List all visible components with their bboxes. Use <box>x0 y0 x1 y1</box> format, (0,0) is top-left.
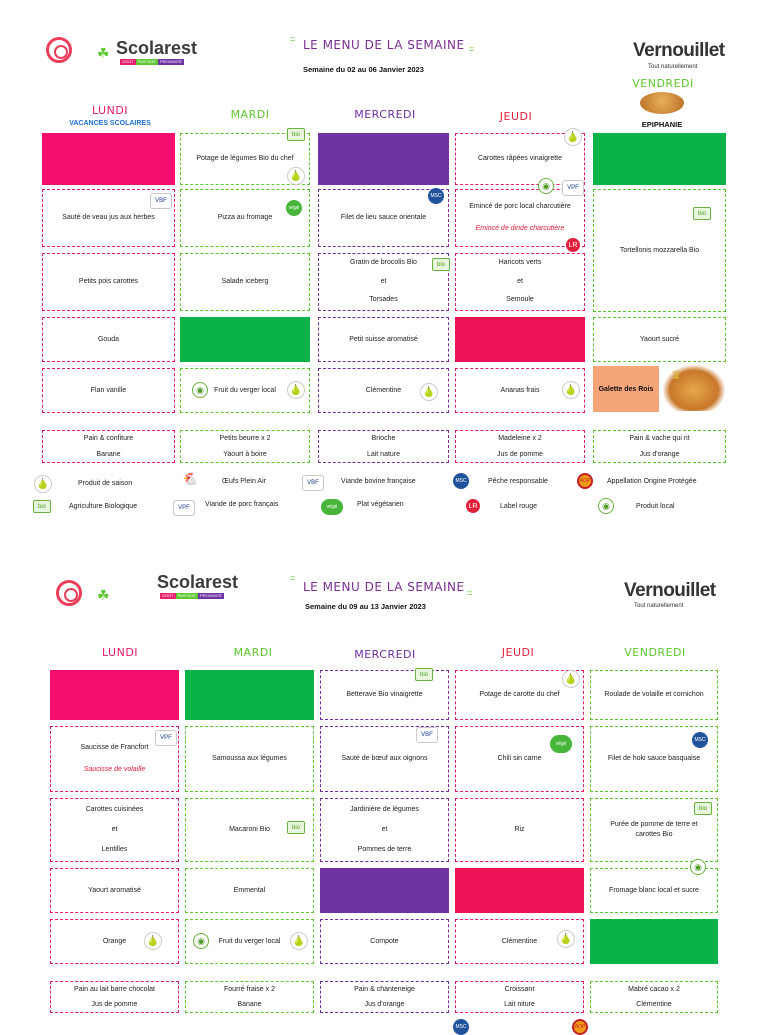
legend-label-rouge: Label rouge <box>500 503 537 510</box>
scolarest-leaf-icon: ☘ <box>97 587 110 603</box>
bio-icon: bio <box>415 668 433 681</box>
w1-mercredi-snack-2: Lait nature <box>366 450 401 458</box>
w1-mercredi-side <box>318 253 449 311</box>
w1-vendredi-snack-1: Pain & vache qui rit <box>629 435 690 443</box>
w1-mardi-snack-2: Yaourt à boire <box>223 450 267 458</box>
w2-lundi-side-2: Lentilles <box>101 846 128 854</box>
day-lundi: LUNDI <box>91 104 129 117</box>
w2-mardi-dessert-text: Fruit du verger local <box>218 937 281 945</box>
w1-lundi-snack-1: Pain & confiture <box>83 435 134 443</box>
scolarest-logo: Scolarest <box>116 38 198 58</box>
w2-lundi-starter-block <box>50 670 179 720</box>
w2-lundi-side-1: Carottes cuisinées <box>85 805 144 813</box>
w1-jeudi-side <box>455 253 585 311</box>
label-rouge-icon: LR <box>466 499 480 513</box>
w2-jeudi-snack-1: Croissant <box>504 985 535 993</box>
w2-lundi-snack-2: Jus de pomme <box>91 1001 138 1008</box>
w2-mercredi-dairy-block <box>320 868 449 913</box>
viande-francaise-icon: VBF <box>416 727 438 743</box>
crown-icon: ♛ <box>671 368 682 382</box>
viande-porc-icon: VPF <box>155 730 177 746</box>
w1-jeudi-main-alt-text: Emincé de dinde charcutière <box>475 225 565 232</box>
w1-vendredi-dessert <box>593 365 733 415</box>
w1-mardi-main <box>180 189 310 247</box>
w1-vendredi-dairy <box>593 317 726 362</box>
w2-vendredi-snack-2: Clémentine <box>636 1001 672 1008</box>
w1-mercredi-side-1: Gratin de brocolis Bio <box>350 258 417 266</box>
w1-mercredi-snack <box>318 430 449 463</box>
vegetarian-icon: végé <box>550 735 572 753</box>
day-mardi: MARDI <box>230 108 270 121</box>
w2-lundi-side-and: et <box>111 825 118 833</box>
w1-mardi-side-text: Salade iceberg <box>221 278 269 286</box>
fruit-icon: 🍐 <box>562 381 580 399</box>
tag-partage: PARTAGE <box>177 593 197 598</box>
w1-lundi-dessert <box>42 368 175 413</box>
tag-gout: GOÛT <box>122 59 134 64</box>
w2-lundi-snack-1: Pain au lait barre chocolat <box>74 985 155 993</box>
w1-mercredi-dessert-text: Clémentine <box>365 386 402 394</box>
w1-jeudi-main-text: Emincé de porc local charcutière <box>469 203 571 211</box>
aop-icon: AOP <box>572 1019 588 1035</box>
w2-mardi-snack <box>185 981 314 1013</box>
local-pin-icon: ◉ <box>192 382 208 398</box>
legend-aop: Appellation Origine Protégée <box>607 478 697 485</box>
galette-label-box <box>593 366 659 412</box>
vernouillet-logo: Vernouillet <box>633 40 725 61</box>
title-deco-right: = <box>467 588 473 598</box>
w1-mercredi-main-text: Filet de lieu sauce orientale <box>340 214 427 222</box>
w2-vendredi-main-text: Filet de hoki sauce basquaise <box>607 755 701 763</box>
w1-lundi-dessert-text: Flan vanille <box>90 386 127 394</box>
scolarest-logo: Scolarest <box>157 572 239 592</box>
w1-vendredi-dairy-text: Yaourt sucré <box>639 335 680 343</box>
fruit-icon: 🍐 <box>287 167 305 185</box>
w2-vendredi-starter <box>590 670 718 720</box>
w1-mardi-dessert-text: Fruit du verger local <box>214 386 276 394</box>
w2-jeudi-main-text: Chili sin carne <box>497 755 542 763</box>
tag-proximite: PROXIMITÉ <box>160 59 183 64</box>
local-pin-icon: ◉ <box>538 178 554 194</box>
bio-icon: bio <box>694 802 712 815</box>
w2-mardi-snack-1: Fourré fraise x 2 <box>224 985 275 993</box>
local-pin-icon: ◉ <box>690 859 706 875</box>
w2-mercredi-dessert <box>320 919 449 964</box>
day-mardi: MARDI <box>233 646 273 659</box>
galette-header-icon <box>640 92 684 114</box>
vernouillet-logo: Vernouillet <box>624 580 716 601</box>
vegetarian-icon: végé <box>286 200 302 216</box>
w2-vendredi-dessert-block <box>590 919 718 964</box>
week-subtitle: Semaine du 09 au 13 Janvier 2023 <box>305 602 426 611</box>
fruit-icon: 🍐 <box>144 932 162 950</box>
w2-jeudi-snack <box>455 981 584 1013</box>
w1-vendredi-dessert-text: Galette des Rois <box>598 385 654 393</box>
fruit-icon: 🍐 <box>34 475 52 493</box>
peche-icon: MSC <box>453 1019 469 1035</box>
day-mercredi: MERCREDI <box>354 648 416 661</box>
scolarest-tagline <box>160 593 224 599</box>
w1-jeudi-side-and: et <box>517 277 523 285</box>
vacances-note: VACANCES SCOLAIRES <box>69 120 151 127</box>
town-seal-logo <box>56 580 82 606</box>
w1-mardi-side <box>180 253 310 311</box>
w1-vendredi-snack-2: Jus d'orange <box>639 450 680 458</box>
w2-mercredi-side <box>320 798 449 862</box>
vernouillet-tagline: Tout naturellement <box>648 64 698 70</box>
w2-mardi-main-text: Samoussa aux légumes <box>212 755 287 763</box>
w2-mardi-dairy-text: Emmental <box>233 886 266 894</box>
local-pin-icon: ◉ <box>193 933 209 949</box>
viande-francaise-icon: VBF <box>150 193 172 209</box>
bio-icon: bio <box>33 500 51 513</box>
w1-lundi-side-text: Petits pois carottes <box>78 278 139 286</box>
fruit-icon: 🍐 <box>564 128 582 146</box>
fruit-icon: 🍐 <box>420 383 438 401</box>
w2-mercredi-dessert-text: Compote <box>370 937 399 945</box>
title-deco-right: = <box>469 44 475 54</box>
w2-lundi-snack <box>50 981 179 1013</box>
w1-mardi-main-text: Pizza au fromage <box>217 214 273 222</box>
w2-lundi-dessert-text: Orange <box>102 937 127 945</box>
bio-icon: bio <box>287 821 305 834</box>
week-subtitle: Semaine du 02 au 06 Janvier 2023 <box>303 65 424 74</box>
day-vendredi: VENDREDI <box>632 77 694 90</box>
w1-jeudi-main <box>455 189 585 247</box>
w1-jeudi-snack-2: Jus de pomme <box>497 450 543 458</box>
fruit-icon: 🍐 <box>287 381 305 399</box>
w1-vendredi-main-text: Tortellonis mozzarella Bio <box>619 246 700 254</box>
peche-icon: MSC <box>692 732 708 748</box>
legend-vegetarien: Plat végétarien <box>357 501 404 508</box>
viande-porc-icon: VPF <box>173 500 195 516</box>
vegetarian-icon: végé <box>321 499 343 515</box>
w2-jeudi-dairy-block <box>455 868 584 913</box>
w1-jeudi-dairy-block <box>455 317 585 362</box>
w2-mardi-dairy <box>185 868 314 913</box>
legend-bio: Agriculture Biologique <box>69 503 138 510</box>
day-jeudi: JEUDI <box>499 110 533 123</box>
tag-gout: GOÛT <box>162 593 174 598</box>
w1-mardi-starter-text: Potage de légumes Bio du chef <box>196 155 294 163</box>
w2-vendredi-snack <box>590 981 718 1013</box>
viande-francaise-icon: VBF <box>302 475 324 491</box>
w2-mercredi-main-text: Sauté de bœuf aux oignons <box>341 755 428 763</box>
w1-mercredi-snack-1: Brioche <box>371 435 396 443</box>
legend-porc: Viande de porc français <box>205 501 279 508</box>
w2-mardi-starter-block <box>185 670 314 720</box>
w1-jeudi-snack <box>455 430 585 463</box>
fruit-icon: 🍐 <box>557 930 575 948</box>
viande-porc-icon: VPF <box>562 180 584 196</box>
menu-title: LE MENU DE LA SEMAINE <box>303 580 465 594</box>
w1-mardi-snack-1: Petits beurre x 2 <box>219 435 271 443</box>
peche-icon: MSC <box>453 473 469 489</box>
w1-mercredi-dairy <box>318 317 449 362</box>
w1-lundi-snack <box>42 430 175 463</box>
w1-mardi-snack <box>180 430 310 463</box>
w2-vendredi-snack-1: Mabré cacao x 2 <box>628 985 680 993</box>
epiphanie-note: EPIPHANIE <box>641 120 683 129</box>
w1-jeudi-side-1: Haricots verts <box>498 258 542 266</box>
egg-icon: 🐔 <box>182 472 198 486</box>
w2-jeudi-dessert-text: Clémentine <box>501 937 538 945</box>
day-vendredi: VENDREDI <box>624 646 686 659</box>
w2-mercredi-snack <box>320 981 449 1013</box>
label-rouge-icon: LR <box>566 238 580 252</box>
w1-jeudi-starter-text: Carottes râpées vinaigrette <box>477 155 563 163</box>
scolarest-tagline <box>120 59 184 65</box>
peche-icon: MSC <box>428 188 444 204</box>
w1-mardi-dairy-block <box>180 317 310 362</box>
title-deco-left: = <box>290 573 296 583</box>
title-deco-left: = <box>290 34 296 44</box>
w1-vendredi-starter-block <box>593 133 726 185</box>
w2-vendredi-side-text: Purée de pomme de terre et carottes Bio <box>610 821 698 838</box>
w2-jeudi-starter-text: Potage de carotte du chef <box>479 691 560 699</box>
w1-jeudi-dessert-text: Ananas frais <box>500 386 540 394</box>
w2-mardi-snack-2: Banane <box>237 1001 262 1008</box>
w2-mardi-side-text: Macaroni Bio <box>229 826 270 834</box>
day-lundi: LUNDI <box>101 646 139 659</box>
fruit-icon: 🍐 <box>290 932 308 950</box>
bio-icon: bio <box>693 207 711 220</box>
fruit-icon: 🍐 <box>562 670 580 688</box>
legend-partial-strip <box>0 1019 768 1030</box>
w2-jeudi-side-text: Riz <box>514 826 525 834</box>
w2-lundi-dairy <box>50 868 179 913</box>
legend-local: Produit local <box>636 503 675 510</box>
scolarest-leaf-icon: ☘ <box>97 45 110 61</box>
w2-jeudi-snack-2: Lait niture <box>504 1001 535 1008</box>
w1-lundi-starter-block <box>42 133 175 185</box>
w2-lundi-main-text: Saucisse de Francfort <box>80 744 149 752</box>
w2-mercredi-side-2: Pommes de terre <box>357 846 412 854</box>
w2-mercredi-snack-1: Pain & chanteneige <box>354 985 415 993</box>
w2-mercredi-starter-text: Betterave Bio vinaigrette <box>346 691 423 699</box>
w1-jeudi-snack-1: Madeleine x 2 <box>498 435 542 443</box>
legend-bovine: Viande bovine française <box>341 478 416 485</box>
w2-lundi-dairy-text: Yaourt aromatisé <box>88 886 141 894</box>
menu-title: LE MENU DE LA SEMAINE <box>303 38 465 52</box>
w1-lundi-dairy <box>42 317 175 362</box>
w1-lundi-dairy-text: Gouda <box>97 335 120 343</box>
day-jeudi: JEUDI <box>501 646 535 659</box>
day-mercredi: MERCREDI <box>354 108 416 121</box>
tag-partage: PARTAGE <box>137 59 157 64</box>
w1-mercredi-side-2: Torsades <box>369 296 398 304</box>
w2-mercredi-snack-2: Jus d'orange <box>364 1001 405 1008</box>
w2-vendredi-starter-text: Roulade de volaille et cornichon <box>604 691 704 699</box>
w1-lundi-side <box>42 253 175 311</box>
local-pin-icon: ◉ <box>598 498 614 514</box>
w2-mercredi-side-and: et <box>381 825 388 833</box>
bio-icon: bio <box>287 128 305 141</box>
aop-icon: AOP <box>577 473 593 489</box>
legend-oeufs: Œufs Plein Air <box>222 478 266 485</box>
w2-jeudi-side <box>455 798 584 862</box>
w1-jeudi-side-2: Semoule <box>506 296 534 304</box>
w1-mercredi-dairy-text: Petit suisse aromatisé <box>349 335 418 343</box>
w1-lundi-snack-2: Banane <box>96 450 121 458</box>
legend-peche: Pêche responsable <box>488 478 548 485</box>
w2-lundi-main-alt-text: Saucisse de volaille <box>83 766 146 773</box>
w2-mercredi-side-1: Jardinière de légumes <box>350 805 419 813</box>
w1-mercredi-starter-block <box>318 133 449 185</box>
tag-proximite: PROXIMITÉ <box>200 593 223 598</box>
vernouillet-tagline: Tout naturellement <box>634 603 684 609</box>
w1-vendredi-snack <box>593 430 726 463</box>
w2-mardi-main <box>185 726 314 792</box>
legend-saison: Produit de saison <box>78 480 133 487</box>
w1-mercredi-side-and: et <box>380 277 387 285</box>
w2-lundi-side <box>50 798 179 862</box>
bio-icon: bio <box>432 258 450 271</box>
w1-lundi-main-text: Sauté de veau jus aux herbes <box>62 214 155 222</box>
town-seal-logo <box>46 37 72 63</box>
w2-vendredi-dairy-text: Fromage blanc local et sucre <box>609 886 699 894</box>
